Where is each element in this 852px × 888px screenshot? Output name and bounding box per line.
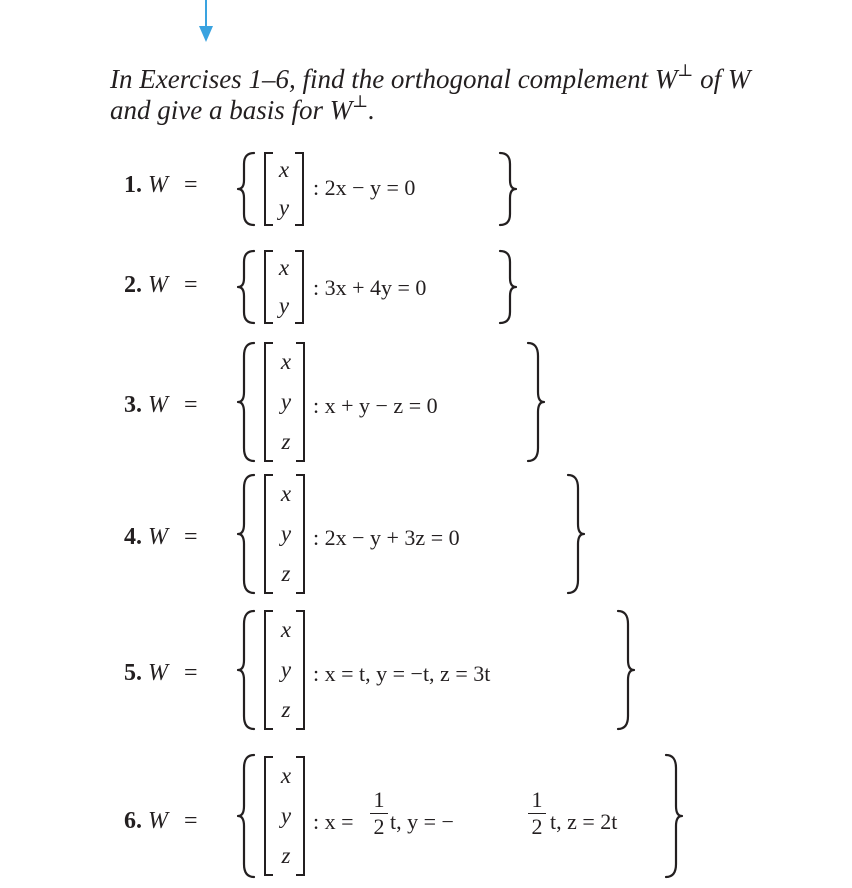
- equals-sign: =: [184, 660, 198, 686]
- equals-sign: =: [184, 392, 198, 418]
- condition-part-3: t, z = 2t: [550, 809, 618, 834]
- left-brace: [236, 608, 258, 732]
- perp-symbol: ⊥: [677, 61, 694, 80]
- instruction-line2-part2: .: [368, 95, 375, 125]
- exercise-2: [0, 248, 852, 328]
- exercise-3: [0, 340, 852, 466]
- condition: : x = t, y = −t, z = 3t: [313, 661, 491, 686]
- vector-entry: x: [278, 157, 290, 182]
- exercise-variable: W: [148, 392, 168, 418]
- right-brace: [496, 248, 518, 326]
- left-brace: [236, 248, 258, 326]
- instruction-text-part1: In Exercises 1–6, find the orthogonal complement W: [110, 64, 678, 94]
- matrix-right-bracket: [296, 342, 305, 462]
- condition: : x + y − z = 0: [313, 393, 438, 418]
- exercise-6: [0, 752, 852, 882]
- exercise-5: [0, 608, 852, 734]
- exercise-number: 1.: [124, 172, 142, 198]
- instruction-line2-part1: and give a basis for W: [110, 95, 353, 125]
- fraction-numerator: 1: [373, 787, 385, 812]
- right-brace: [662, 752, 684, 880]
- right-brace: [564, 472, 586, 596]
- fraction-denominator: 2: [373, 814, 385, 839]
- right-brace: [614, 608, 636, 732]
- exercise-number: 6.: [124, 808, 142, 834]
- matrix-right-bracket: [296, 474, 305, 594]
- matrix-right-bracket: [296, 610, 305, 730]
- exercise-variable: W: [148, 660, 168, 686]
- exercise-number: 3.: [124, 392, 142, 418]
- exercise-1: [0, 150, 852, 230]
- exercise-label: [124, 392, 198, 419]
- vector-entry: y: [280, 803, 292, 828]
- vector-entry: x: [278, 255, 290, 280]
- down-arrow-icon: [196, 0, 216, 46]
- vector-entry: y: [280, 657, 292, 682]
- fraction-denominator: 2: [531, 814, 543, 839]
- condition: : 2x − y + 3z = 0: [313, 525, 460, 550]
- vector-entry: x: [280, 763, 292, 788]
- exercise-number: 5.: [124, 660, 142, 686]
- left-brace: [236, 150, 258, 228]
- equals-sign: =: [184, 524, 198, 550]
- vector-entry: y: [278, 195, 290, 220]
- exercise-label: [124, 808, 198, 835]
- fraction-numerator: 1: [531, 787, 543, 812]
- vector-entry: z: [281, 697, 291, 722]
- equals-sign: =: [184, 272, 198, 298]
- exercise-number: 2.: [124, 272, 142, 298]
- perp-symbol: ⊥: [352, 92, 369, 111]
- exercise-4: [0, 472, 852, 598]
- instruction-line-1: [110, 61, 850, 95]
- condition-part-1: : x =: [313, 809, 354, 834]
- vector-entry: x: [280, 481, 292, 506]
- exercise-label: [124, 660, 198, 687]
- exercise-variable: W: [148, 172, 168, 198]
- condition: : 2x − y = 0: [313, 175, 416, 200]
- fraction-one-half: [370, 788, 388, 839]
- fraction-one-half: [528, 788, 546, 839]
- exercise-variable: W: [148, 524, 168, 550]
- exercise-variable: W: [148, 272, 168, 298]
- matrix-right-bracket: [296, 756, 305, 876]
- instruction-text: [110, 61, 850, 126]
- vector-entry: y: [278, 293, 290, 318]
- exercise-label: [124, 172, 198, 199]
- vector-entry: z: [281, 843, 291, 868]
- vector-entry: z: [281, 561, 291, 586]
- exercise-label: [124, 272, 198, 299]
- exercise-label: [124, 524, 198, 551]
- vector-entry: x: [280, 349, 292, 374]
- vector-entry: z: [281, 429, 291, 454]
- equals-sign: =: [184, 808, 198, 834]
- vector-entry: x: [280, 617, 292, 642]
- left-brace: [236, 752, 258, 880]
- right-brace: [496, 150, 518, 228]
- condition-part-2: t, y = −: [390, 809, 454, 834]
- exercise-number: 4.: [124, 524, 142, 550]
- instruction-text-part2: of W: [693, 64, 751, 94]
- vector-entry: y: [280, 521, 292, 546]
- matrix-right-bracket: [295, 250, 304, 324]
- vector-entry: y: [280, 389, 292, 414]
- right-brace: [524, 340, 546, 464]
- equals-sign: =: [184, 172, 198, 198]
- instruction-line-2: [110, 92, 850, 126]
- condition: : 3x + 4y = 0: [313, 275, 427, 300]
- exercise-variable: W: [148, 808, 168, 834]
- matrix-right-bracket: [295, 152, 304, 226]
- left-brace: [236, 340, 258, 464]
- left-brace: [236, 472, 258, 596]
